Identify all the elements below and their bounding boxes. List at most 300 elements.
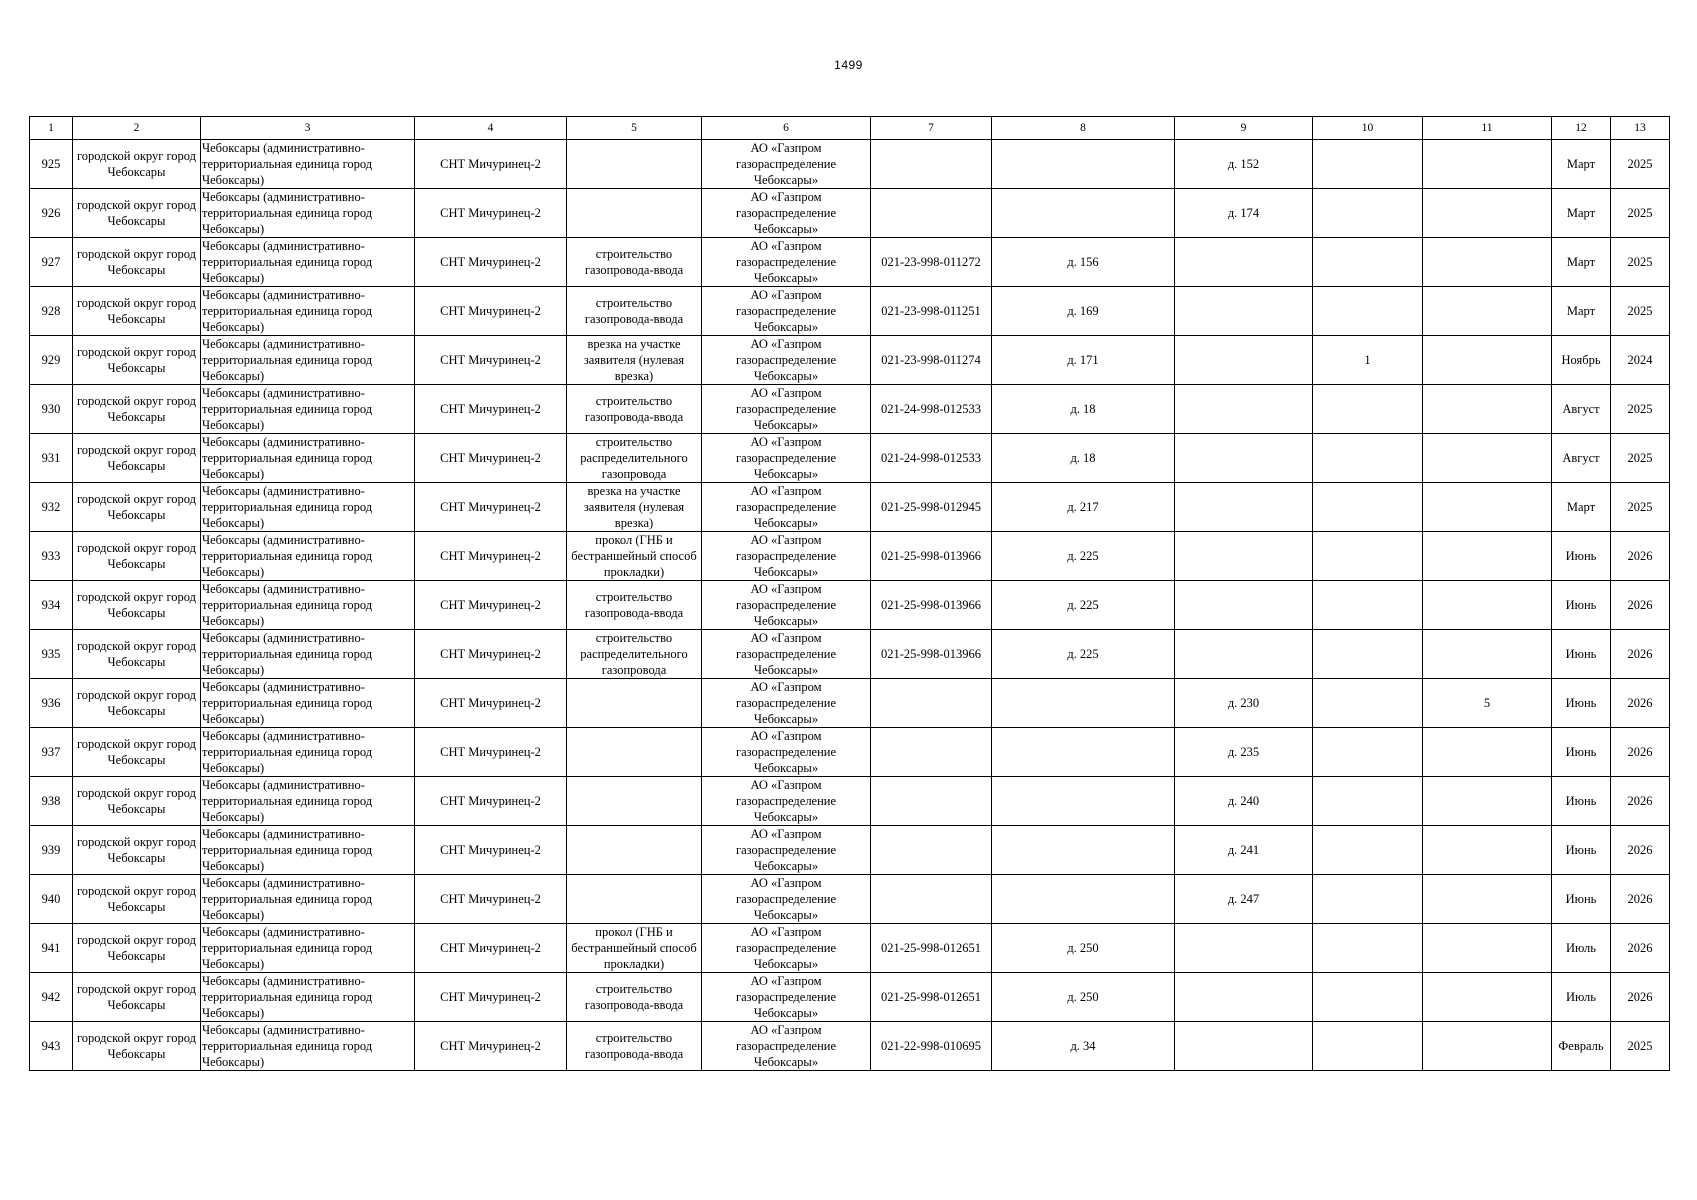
- column-11-cell: [1423, 875, 1552, 924]
- locality-line: Чебоксары (административно-: [202, 435, 365, 449]
- locality-cell: [201, 581, 415, 630]
- locality-line: Чебоксары): [202, 761, 265, 775]
- district-line: городской округ город: [76, 345, 197, 359]
- locality-line: территориальная единица город: [202, 794, 373, 808]
- column-header-13: 13: [1611, 117, 1670, 140]
- locality-line: Чебоксары (административно-: [202, 141, 365, 155]
- year-cell: 2025: [1611, 434, 1670, 483]
- locality-line: территориальная единица город: [202, 745, 373, 759]
- district-line: городской округ город: [76, 541, 197, 555]
- work-type-cell: [567, 973, 702, 1022]
- column-10-cell: [1313, 777, 1423, 826]
- row-number-cell: 931: [30, 434, 73, 483]
- locality-line: Чебоксары): [202, 908, 265, 922]
- contract-number-cell: 021-25-998-012651: [871, 924, 992, 973]
- work-type-cell: [567, 826, 702, 875]
- work-type-cell: [567, 189, 702, 238]
- contract-number-cell: 021-25-998-013966: [871, 630, 992, 679]
- organization-cell: [702, 875, 871, 924]
- locality-cell: [201, 728, 415, 777]
- locality-line: территориальная единица город: [202, 1039, 373, 1053]
- year-cell: 2026: [1611, 973, 1670, 1022]
- contract-number-cell: 021-23-998-011274: [871, 336, 992, 385]
- row-number-cell: 929: [30, 336, 73, 385]
- table-row: [30, 679, 1670, 728]
- locality-cell: [201, 924, 415, 973]
- house-number-cell: д. 250: [992, 973, 1175, 1022]
- locality-cell: [201, 630, 415, 679]
- district-line: Чебоксары: [107, 557, 166, 571]
- house-number-alt-cell: д. 230: [1175, 679, 1313, 728]
- locality-line: Чебоксары (административно-: [202, 1023, 365, 1037]
- organization-line: Чебоксары»: [753, 908, 819, 922]
- table-row: [30, 777, 1670, 826]
- district-cell: [73, 287, 201, 336]
- row-number-cell: 925: [30, 140, 73, 189]
- organization-line: газораспределение: [735, 598, 837, 612]
- district-line: Чебоксары: [107, 165, 166, 179]
- column-10-cell: [1313, 140, 1423, 189]
- contract-number-cell: [871, 189, 992, 238]
- month-cell: Июнь: [1552, 875, 1611, 924]
- column-10-cell: [1313, 630, 1423, 679]
- table-row: [30, 532, 1670, 581]
- row-number-cell: 927: [30, 238, 73, 287]
- house-number-alt-cell: [1175, 924, 1313, 973]
- work-type-line: распределительного: [580, 647, 688, 661]
- column-11-cell: [1423, 483, 1552, 532]
- district-line: городской округ город: [76, 443, 197, 457]
- organization-line: газораспределение: [735, 892, 837, 906]
- work-type-line: заявителя (нулевая: [583, 353, 685, 367]
- table-row: [30, 924, 1670, 973]
- house-number-cell: д. 250: [992, 924, 1175, 973]
- table-row: [30, 336, 1670, 385]
- locality-line: территориальная единица город: [202, 157, 373, 171]
- locality-line: Чебоксары): [202, 859, 265, 873]
- locality-cell: [201, 875, 415, 924]
- month-cell: Июнь: [1552, 777, 1611, 826]
- district-line: городской округ город: [76, 1031, 197, 1045]
- district-line: городской округ город: [76, 198, 197, 212]
- district-cell: [73, 777, 201, 826]
- object-cell: СНТ Мичуринец-2: [415, 875, 567, 924]
- house-number-alt-cell: [1175, 532, 1313, 581]
- locality-cell: [201, 973, 415, 1022]
- organization-line: газораспределение: [735, 206, 837, 220]
- district-cell: [73, 728, 201, 777]
- row-number-cell: 939: [30, 826, 73, 875]
- district-line: городской округ город: [76, 688, 197, 702]
- locality-line: Чебоксары): [202, 418, 265, 432]
- column-10-cell: [1313, 532, 1423, 581]
- locality-line: Чебоксары): [202, 467, 265, 481]
- column-10-cell: 1: [1313, 336, 1423, 385]
- contract-number-cell: 021-24-998-012533: [871, 434, 992, 483]
- organization-line: Чебоксары»: [753, 1006, 819, 1020]
- district-cell: [73, 532, 201, 581]
- locality-line: Чебоксары (административно-: [202, 974, 365, 988]
- locality-cell: [201, 434, 415, 483]
- work-type-cell: [567, 532, 702, 581]
- row-number-cell: 941: [30, 924, 73, 973]
- house-number-alt-cell: [1175, 238, 1313, 287]
- organization-line: АО «Газпром: [750, 1023, 822, 1037]
- work-type-line: газопровода: [601, 663, 667, 677]
- column-11-cell: [1423, 1022, 1552, 1071]
- work-type-line: строительство: [595, 296, 673, 310]
- organization-line: Чебоксары»: [753, 957, 819, 971]
- district-line: Чебоксары: [107, 998, 166, 1012]
- district-line: городской округ город: [76, 247, 197, 261]
- month-cell: Июнь: [1552, 532, 1611, 581]
- district-line: городской округ город: [76, 737, 197, 751]
- month-cell: Август: [1552, 434, 1611, 483]
- object-cell: СНТ Мичуринец-2: [415, 728, 567, 777]
- row-number-cell: 933: [30, 532, 73, 581]
- work-type-line: бестраншейный способ: [571, 941, 697, 955]
- table-row: [30, 189, 1670, 238]
- work-type-line: газопровода: [601, 467, 667, 481]
- locality-line: территориальная единица город: [202, 990, 373, 1004]
- column-11-cell: [1423, 630, 1552, 679]
- work-type-line: газопровода-ввода: [584, 263, 684, 277]
- organization-line: газораспределение: [735, 745, 837, 759]
- row-number-cell: 940: [30, 875, 73, 924]
- row-number-cell: 936: [30, 679, 73, 728]
- month-cell: Июль: [1552, 924, 1611, 973]
- locality-line: Чебоксары (административно-: [202, 288, 365, 302]
- locality-cell: [201, 1022, 415, 1071]
- locality-line: Чебоксары): [202, 271, 265, 285]
- locality-line: территориальная единица город: [202, 843, 373, 857]
- work-type-line: строительство: [595, 247, 673, 261]
- object-cell: СНТ Мичуринец-2: [415, 238, 567, 287]
- house-number-alt-cell: [1175, 434, 1313, 483]
- table-body: [30, 140, 1670, 1071]
- organization-cell: [702, 581, 871, 630]
- locality-line: Чебоксары): [202, 320, 265, 334]
- gasification-register-table: [29, 116, 1670, 1071]
- column-header-11: 11: [1423, 117, 1552, 140]
- contract-number-cell: 021-25-998-012945: [871, 483, 992, 532]
- district-cell: [73, 826, 201, 875]
- house-number-alt-cell: [1175, 973, 1313, 1022]
- house-number-cell: д. 18: [992, 434, 1175, 483]
- row-number-cell: 942: [30, 973, 73, 1022]
- organization-line: газораспределение: [735, 402, 837, 416]
- organization-cell: [702, 630, 871, 679]
- contract-number-cell: [871, 140, 992, 189]
- column-header-2: 2: [73, 117, 201, 140]
- organization-line: Чебоксары»: [753, 418, 819, 432]
- work-type-line: врезка на участке: [587, 337, 681, 351]
- work-type-line: строительство: [595, 631, 673, 645]
- contract-number-cell: 021-23-998-011272: [871, 238, 992, 287]
- locality-line: территориальная единица город: [202, 500, 373, 514]
- district-line: городской округ город: [76, 639, 197, 653]
- house-number-cell: [992, 679, 1175, 728]
- work-type-cell: [567, 336, 702, 385]
- column-10-cell: [1313, 973, 1423, 1022]
- house-number-alt-cell: [1175, 336, 1313, 385]
- table-row: [30, 434, 1670, 483]
- contract-number-cell: 021-25-998-012651: [871, 973, 992, 1022]
- work-type-cell: [567, 238, 702, 287]
- organization-line: Чебоксары»: [753, 859, 819, 873]
- object-cell: СНТ Мичуринец-2: [415, 140, 567, 189]
- house-number-cell: [992, 875, 1175, 924]
- row-number-cell: 935: [30, 630, 73, 679]
- work-type-line: врезка): [614, 516, 654, 530]
- work-type-line: прокладки): [603, 565, 665, 579]
- locality-cell: [201, 336, 415, 385]
- month-cell: Июнь: [1552, 728, 1611, 777]
- organization-line: газораспределение: [735, 549, 837, 563]
- column-11-cell: 5: [1423, 679, 1552, 728]
- work-type-cell: [567, 630, 702, 679]
- column-11-cell: [1423, 434, 1552, 483]
- house-number-alt-cell: д. 247: [1175, 875, 1313, 924]
- district-line: городской округ город: [76, 590, 197, 604]
- locality-line: Чебоксары (административно-: [202, 729, 365, 743]
- house-number-alt-cell: [1175, 581, 1313, 630]
- district-cell: [73, 434, 201, 483]
- organization-line: Чебоксары»: [753, 712, 819, 726]
- object-cell: СНТ Мичуринец-2: [415, 924, 567, 973]
- row-number-cell: 932: [30, 483, 73, 532]
- header-row: [30, 117, 1670, 140]
- organization-line: Чебоксары»: [753, 810, 819, 824]
- district-line: Чебоксары: [107, 410, 166, 424]
- locality-line: Чебоксары): [202, 1006, 265, 1020]
- house-number-cell: [992, 777, 1175, 826]
- organization-line: АО «Газпром: [750, 631, 822, 645]
- district-cell: [73, 238, 201, 287]
- organization-cell: [702, 385, 871, 434]
- locality-line: Чебоксары (административно-: [202, 533, 365, 547]
- work-type-line: заявителя (нулевая: [583, 500, 685, 514]
- locality-line: Чебоксары): [202, 663, 265, 677]
- year-cell: 2026: [1611, 826, 1670, 875]
- work-type-line: строительство: [595, 1031, 673, 1045]
- column-10-cell: [1313, 1022, 1423, 1071]
- organization-line: газораспределение: [735, 353, 837, 367]
- work-type-line: прокол (ГНБ и: [595, 533, 673, 547]
- work-type-line: бестраншейный способ: [571, 549, 697, 563]
- locality-line: Чебоксары (административно-: [202, 778, 365, 792]
- house-number-alt-cell: д. 174: [1175, 189, 1313, 238]
- district-line: Чебоксары: [107, 753, 166, 767]
- house-number-cell: д. 225: [992, 532, 1175, 581]
- house-number-cell: [992, 140, 1175, 189]
- row-number-cell: 937: [30, 728, 73, 777]
- district-line: Чебоксары: [107, 263, 166, 277]
- organization-cell: [702, 924, 871, 973]
- locality-line: Чебоксары): [202, 810, 265, 824]
- month-cell: Март: [1552, 189, 1611, 238]
- district-line: Чебоксары: [107, 312, 166, 326]
- locality-line: территориальная единица город: [202, 941, 373, 955]
- organization-line: АО «Газпром: [750, 582, 822, 596]
- month-cell: Ноябрь: [1552, 336, 1611, 385]
- column-11-cell: [1423, 924, 1552, 973]
- locality-line: территориальная единица город: [202, 696, 373, 710]
- district-line: городской округ город: [76, 884, 197, 898]
- column-10-cell: [1313, 385, 1423, 434]
- object-cell: СНТ Мичуринец-2: [415, 581, 567, 630]
- organization-line: АО «Газпром: [750, 386, 822, 400]
- house-number-cell: д. 34: [992, 1022, 1175, 1071]
- house-number-alt-cell: [1175, 630, 1313, 679]
- year-cell: 2026: [1611, 777, 1670, 826]
- column-header-5: 5: [567, 117, 702, 140]
- house-number-cell: д. 225: [992, 581, 1175, 630]
- organization-line: Чебоксары»: [753, 761, 819, 775]
- column-header-8: 8: [992, 117, 1175, 140]
- locality-line: Чебоксары): [202, 712, 265, 726]
- organization-cell: [702, 483, 871, 532]
- month-cell: Июнь: [1552, 679, 1611, 728]
- house-number-alt-cell: д. 235: [1175, 728, 1313, 777]
- district-line: Чебоксары: [107, 900, 166, 914]
- organization-line: газораспределение: [735, 794, 837, 808]
- district-cell: [73, 924, 201, 973]
- district-line: Чебоксары: [107, 655, 166, 669]
- organization-line: АО «Газпром: [750, 484, 822, 498]
- month-cell: Август: [1552, 385, 1611, 434]
- work-type-cell: [567, 140, 702, 189]
- month-cell: Июнь: [1552, 826, 1611, 875]
- row-number-cell: 930: [30, 385, 73, 434]
- month-cell: Июнь: [1552, 581, 1611, 630]
- work-type-line: газопровода-ввода: [584, 1047, 684, 1061]
- contract-number-cell: 021-23-998-011251: [871, 287, 992, 336]
- table-row: [30, 385, 1670, 434]
- table-row: [30, 238, 1670, 287]
- column-10-cell: [1313, 581, 1423, 630]
- year-cell: 2025: [1611, 483, 1670, 532]
- column-11-cell: [1423, 728, 1552, 777]
- work-type-line: врезка): [614, 369, 654, 383]
- house-number-cell: д. 225: [992, 630, 1175, 679]
- locality-line: территориальная единица город: [202, 647, 373, 661]
- contract-number-cell: [871, 875, 992, 924]
- work-type-line: прокладки): [603, 957, 665, 971]
- locality-cell: [201, 679, 415, 728]
- district-line: Чебоксары: [107, 606, 166, 620]
- locality-line: Чебоксары): [202, 173, 265, 187]
- locality-line: территориальная единица город: [202, 402, 373, 416]
- table-row: [30, 973, 1670, 1022]
- work-type-line: строительство: [595, 435, 673, 449]
- organization-line: газораспределение: [735, 1039, 837, 1053]
- organization-line: АО «Газпром: [750, 925, 822, 939]
- district-line: городской округ город: [76, 982, 197, 996]
- object-cell: СНТ Мичуринец-2: [415, 826, 567, 875]
- column-11-cell: [1423, 140, 1552, 189]
- work-type-line: прокол (ГНБ и: [595, 925, 673, 939]
- year-cell: 2026: [1611, 924, 1670, 973]
- year-cell: 2025: [1611, 385, 1670, 434]
- locality-line: Чебоксары): [202, 222, 265, 236]
- object-cell: СНТ Мичуринец-2: [415, 287, 567, 336]
- object-cell: СНТ Мичуринец-2: [415, 679, 567, 728]
- work-type-line: газопровода-ввода: [584, 410, 684, 424]
- house-number-cell: д. 217: [992, 483, 1175, 532]
- organization-cell: [702, 826, 871, 875]
- work-type-cell: [567, 728, 702, 777]
- organization-cell: [702, 287, 871, 336]
- district-line: городской округ город: [76, 492, 197, 506]
- locality-cell: [201, 140, 415, 189]
- house-number-alt-cell: [1175, 385, 1313, 434]
- work-type-line: врезка на участке: [587, 484, 681, 498]
- locality-line: Чебоксары (административно-: [202, 827, 365, 841]
- work-type-line: строительство: [595, 590, 673, 604]
- object-cell: СНТ Мичуринец-2: [415, 777, 567, 826]
- contract-number-cell: [871, 777, 992, 826]
- column-11-cell: [1423, 532, 1552, 581]
- work-type-cell: [567, 924, 702, 973]
- organization-line: газораспределение: [735, 500, 837, 514]
- table-row: [30, 140, 1670, 189]
- table-row: [30, 630, 1670, 679]
- locality-line: территориальная единица город: [202, 255, 373, 269]
- month-cell: Февраль: [1552, 1022, 1611, 1071]
- object-cell: СНТ Мичуринец-2: [415, 1022, 567, 1071]
- district-line: городской округ город: [76, 835, 197, 849]
- work-type-cell: [567, 1022, 702, 1071]
- locality-line: Чебоксары): [202, 516, 265, 530]
- district-cell: [73, 581, 201, 630]
- column-11-cell: [1423, 336, 1552, 385]
- district-line: Чебоксары: [107, 851, 166, 865]
- organization-line: Чебоксары»: [753, 565, 819, 579]
- organization-cell: [702, 336, 871, 385]
- month-cell: Март: [1552, 287, 1611, 336]
- work-type-cell: [567, 679, 702, 728]
- locality-line: Чебоксары): [202, 614, 265, 628]
- column-10-cell: [1313, 287, 1423, 336]
- column-10-cell: [1313, 924, 1423, 973]
- contract-number-cell: [871, 728, 992, 777]
- organization-cell: [702, 1022, 871, 1071]
- house-number-alt-cell: [1175, 287, 1313, 336]
- year-cell: 2026: [1611, 728, 1670, 777]
- column-header-9: 9: [1175, 117, 1313, 140]
- work-type-line: строительство: [595, 394, 673, 408]
- work-type-cell: [567, 434, 702, 483]
- year-cell: 2025: [1611, 287, 1670, 336]
- district-cell: [73, 1022, 201, 1071]
- contract-number-cell: [871, 679, 992, 728]
- month-cell: Март: [1552, 483, 1611, 532]
- row-number-cell: 938: [30, 777, 73, 826]
- locality-line: Чебоксары): [202, 565, 265, 579]
- object-cell: СНТ Мичуринец-2: [415, 973, 567, 1022]
- district-line: Чебоксары: [107, 704, 166, 718]
- house-number-cell: д. 169: [992, 287, 1175, 336]
- column-10-cell: [1313, 238, 1423, 287]
- locality-line: Чебоксары (административно-: [202, 337, 365, 351]
- column-11-cell: [1423, 581, 1552, 630]
- locality-line: территориальная единица город: [202, 549, 373, 563]
- organization-line: АО «Газпром: [750, 729, 822, 743]
- object-cell: СНТ Мичуринец-2: [415, 532, 567, 581]
- district-cell: [73, 385, 201, 434]
- organization-line: АО «Газпром: [750, 827, 822, 841]
